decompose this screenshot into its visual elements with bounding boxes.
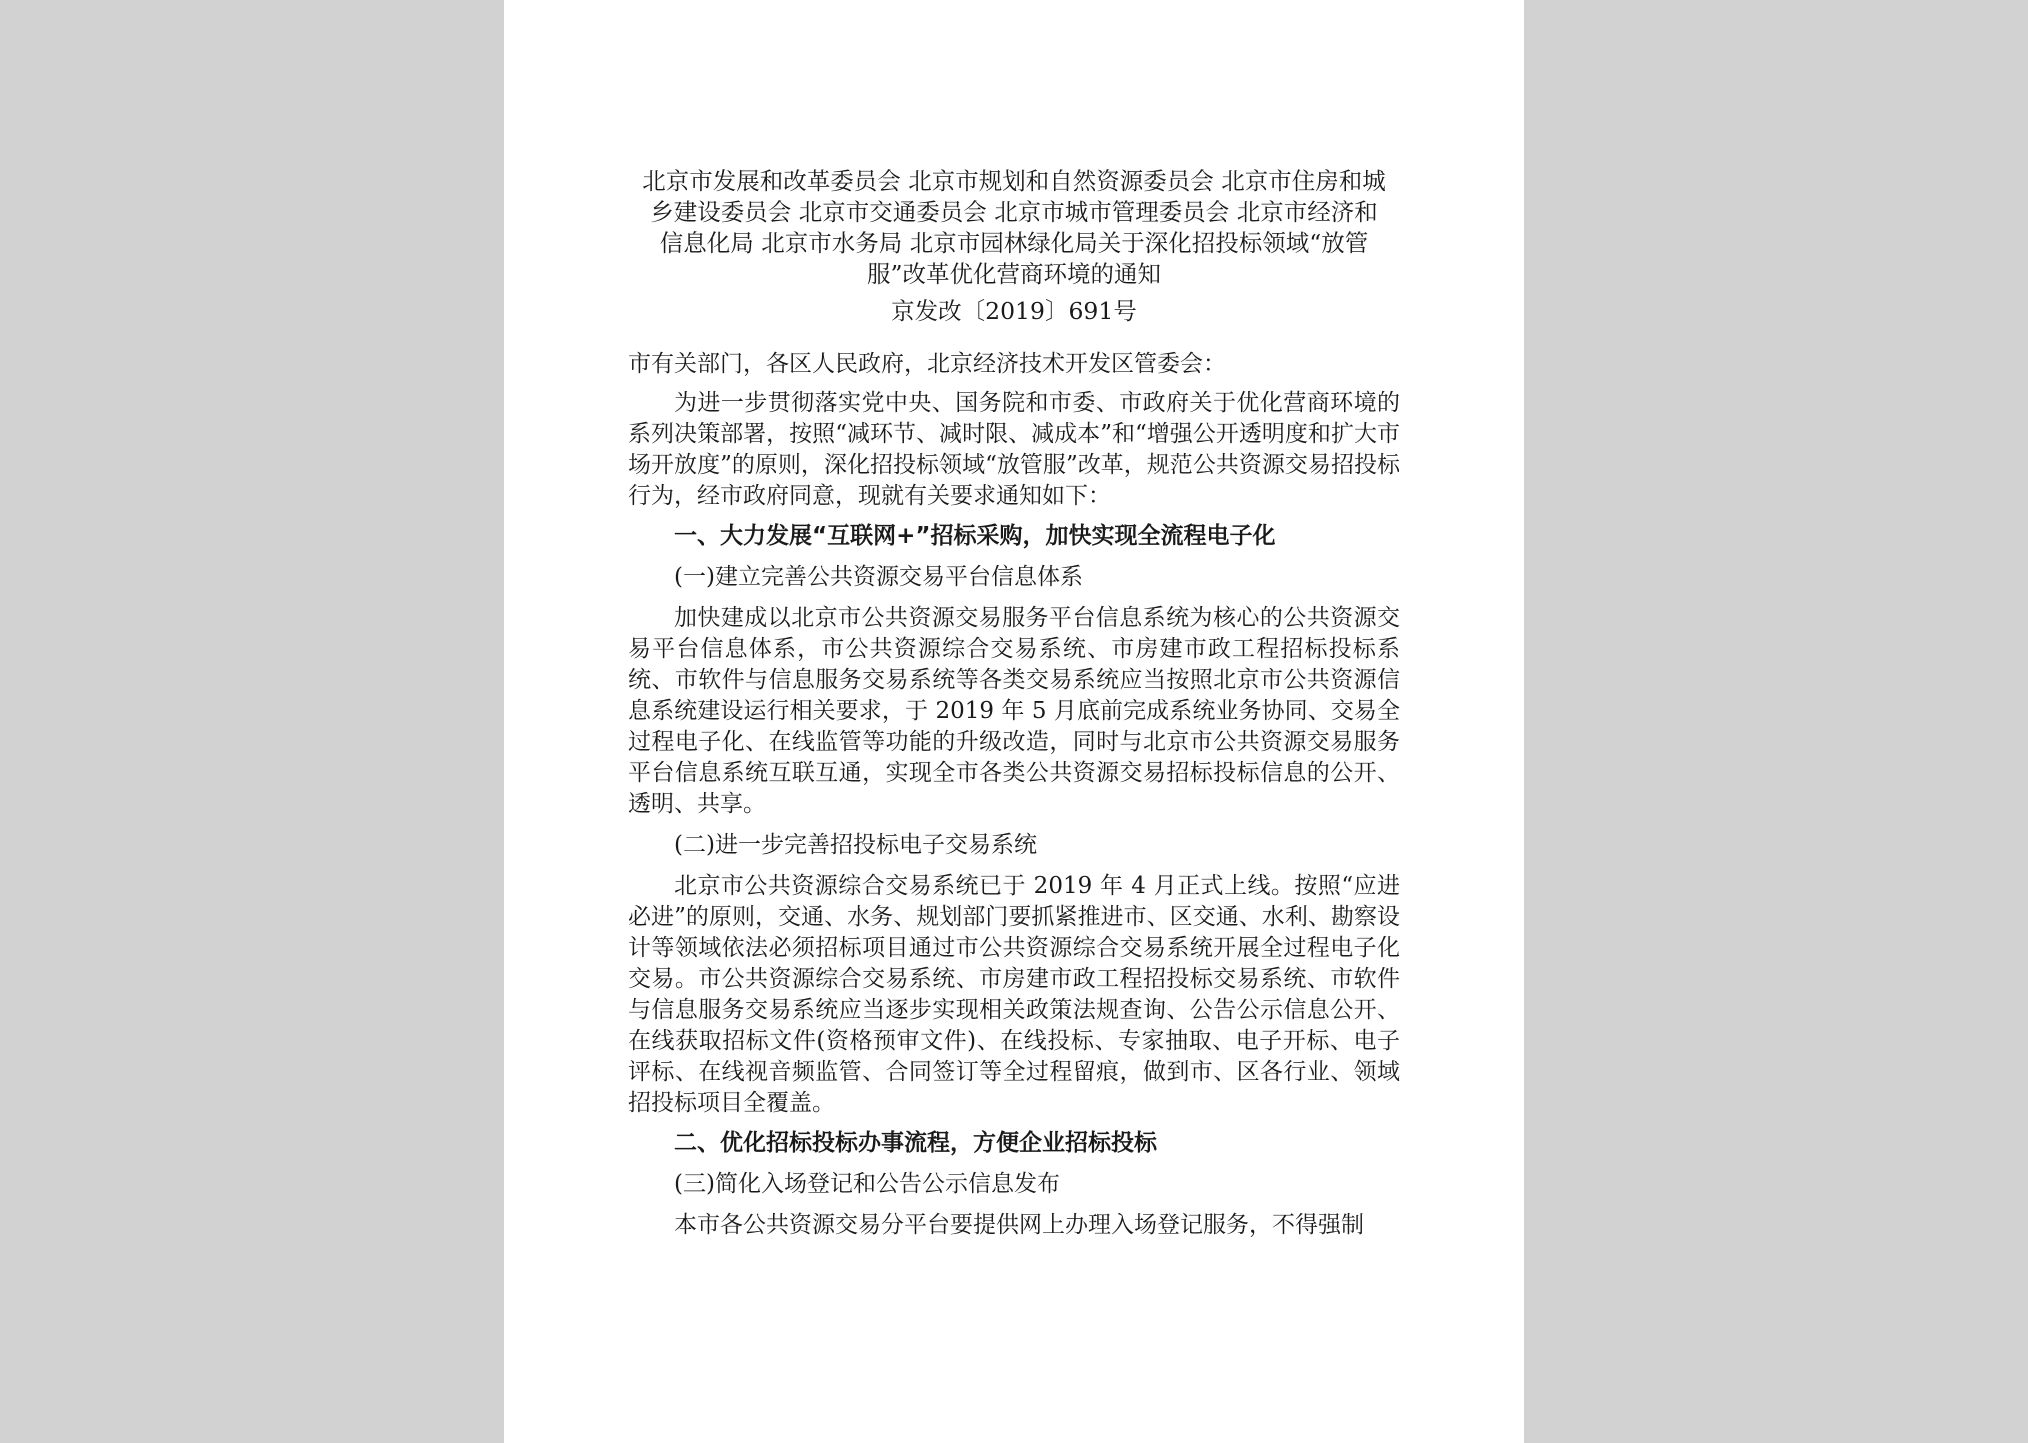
document-title bbox=[628, 166, 1400, 290]
intro-paragraph: 为进一步贯彻落实党中央、国务院和市委、市政府关于优化营商环境的系列决策部署，按照“减环节、减时限、减成本”和“增强公开透明度和扩大市场开放度”的原则，深化招投标领域“放管服”改革，规范公共资源交易招投标行为，经市政府同意，现就有关要求通知如下： bbox=[628, 390, 1400, 509]
subsection-1-heading: (一)建立完善公共资源交易平台信息体系 bbox=[674, 564, 1083, 590]
subsection-3-heading: (三)简化入场登记和公告公示信息发布 bbox=[674, 1171, 1060, 1197]
subsection-2-heading: (二)进一步完善招投标电子交易系统 bbox=[674, 832, 1037, 858]
addressee: 市有关部门，各区人民政府，北京经济技术开发区管委会： bbox=[628, 351, 1226, 377]
title-line-3: 信息化局 北京市水务局 北京市园林绿化局关于深化招投标领域“放管 bbox=[659, 229, 1369, 257]
document-content bbox=[628, 166, 1400, 1241]
section-1-heading: 一、大力发展“互联网+”招标采购，加快实现全流程电子化 bbox=[674, 523, 1276, 549]
document-page bbox=[504, 0, 1524, 1443]
subsection-2-text: 北京市公共资源综合交易系统已于 2019 年 4 月正式上线。按照“应进必进”的原则，交通、水务、规划部门要抓紧推进市、区交通、水利、勘察设计等领域依法必须招标项目通过市公共资源综合交易系统开展全过程电子化交易。市公共资源综合交易系统、市房建市政工程招投标交易系统、市软件与信息服务交易系统应当逐步实现相关政策法规查询、公告公示信息公开、在线获取招标文件(资格预审文件)、在线投标、专家抽取、电子开标、电子评标、在线视音频监管、合同签订等全过程留痕，做到市、区各行业、领域招投标项目全覆盖。 bbox=[628, 873, 1400, 1116]
title-line-1: 北京市发展和改革委员会 北京市规划和自然资源委员会 北京市住房和城 bbox=[642, 167, 1386, 195]
document-number: 京发改〔2019〕691号 bbox=[891, 297, 1137, 325]
title-line-4: 服”改革优化营商环境的通知 bbox=[866, 260, 1161, 288]
subsection-3-text: 本市各公共资源交易分平台要提供网上办理入场登记服务，不得强制 bbox=[674, 1212, 1364, 1238]
title-line-2: 乡建设委员会 北京市交通委员会 北京市城市管理委员会 北京市经济和 bbox=[650, 198, 1378, 226]
subsection-1-text: 加快建成以北京市公共资源交易服务平台信息系统为核心的公共资源交易平台信息体系，市公共资源综合交易系统、市房建市政工程招标投标系统、市软件与信息服务交易系统等各类交易系统应当按照北京市公共资源信息系统建设运行相关要求，于 2019 年 5 月底前完成系统业务协同、交易全过程电子化、在线监管等功能的升级改造，同时与北京市公共资源交易服务平台信息系统互联互通，实现全市各类公共资源交易招标投标信息的公开、透明、共享。 bbox=[628, 605, 1400, 817]
section-2-heading: 二、优化招标投标办事流程，方便企业招标投标 bbox=[674, 1130, 1157, 1156]
